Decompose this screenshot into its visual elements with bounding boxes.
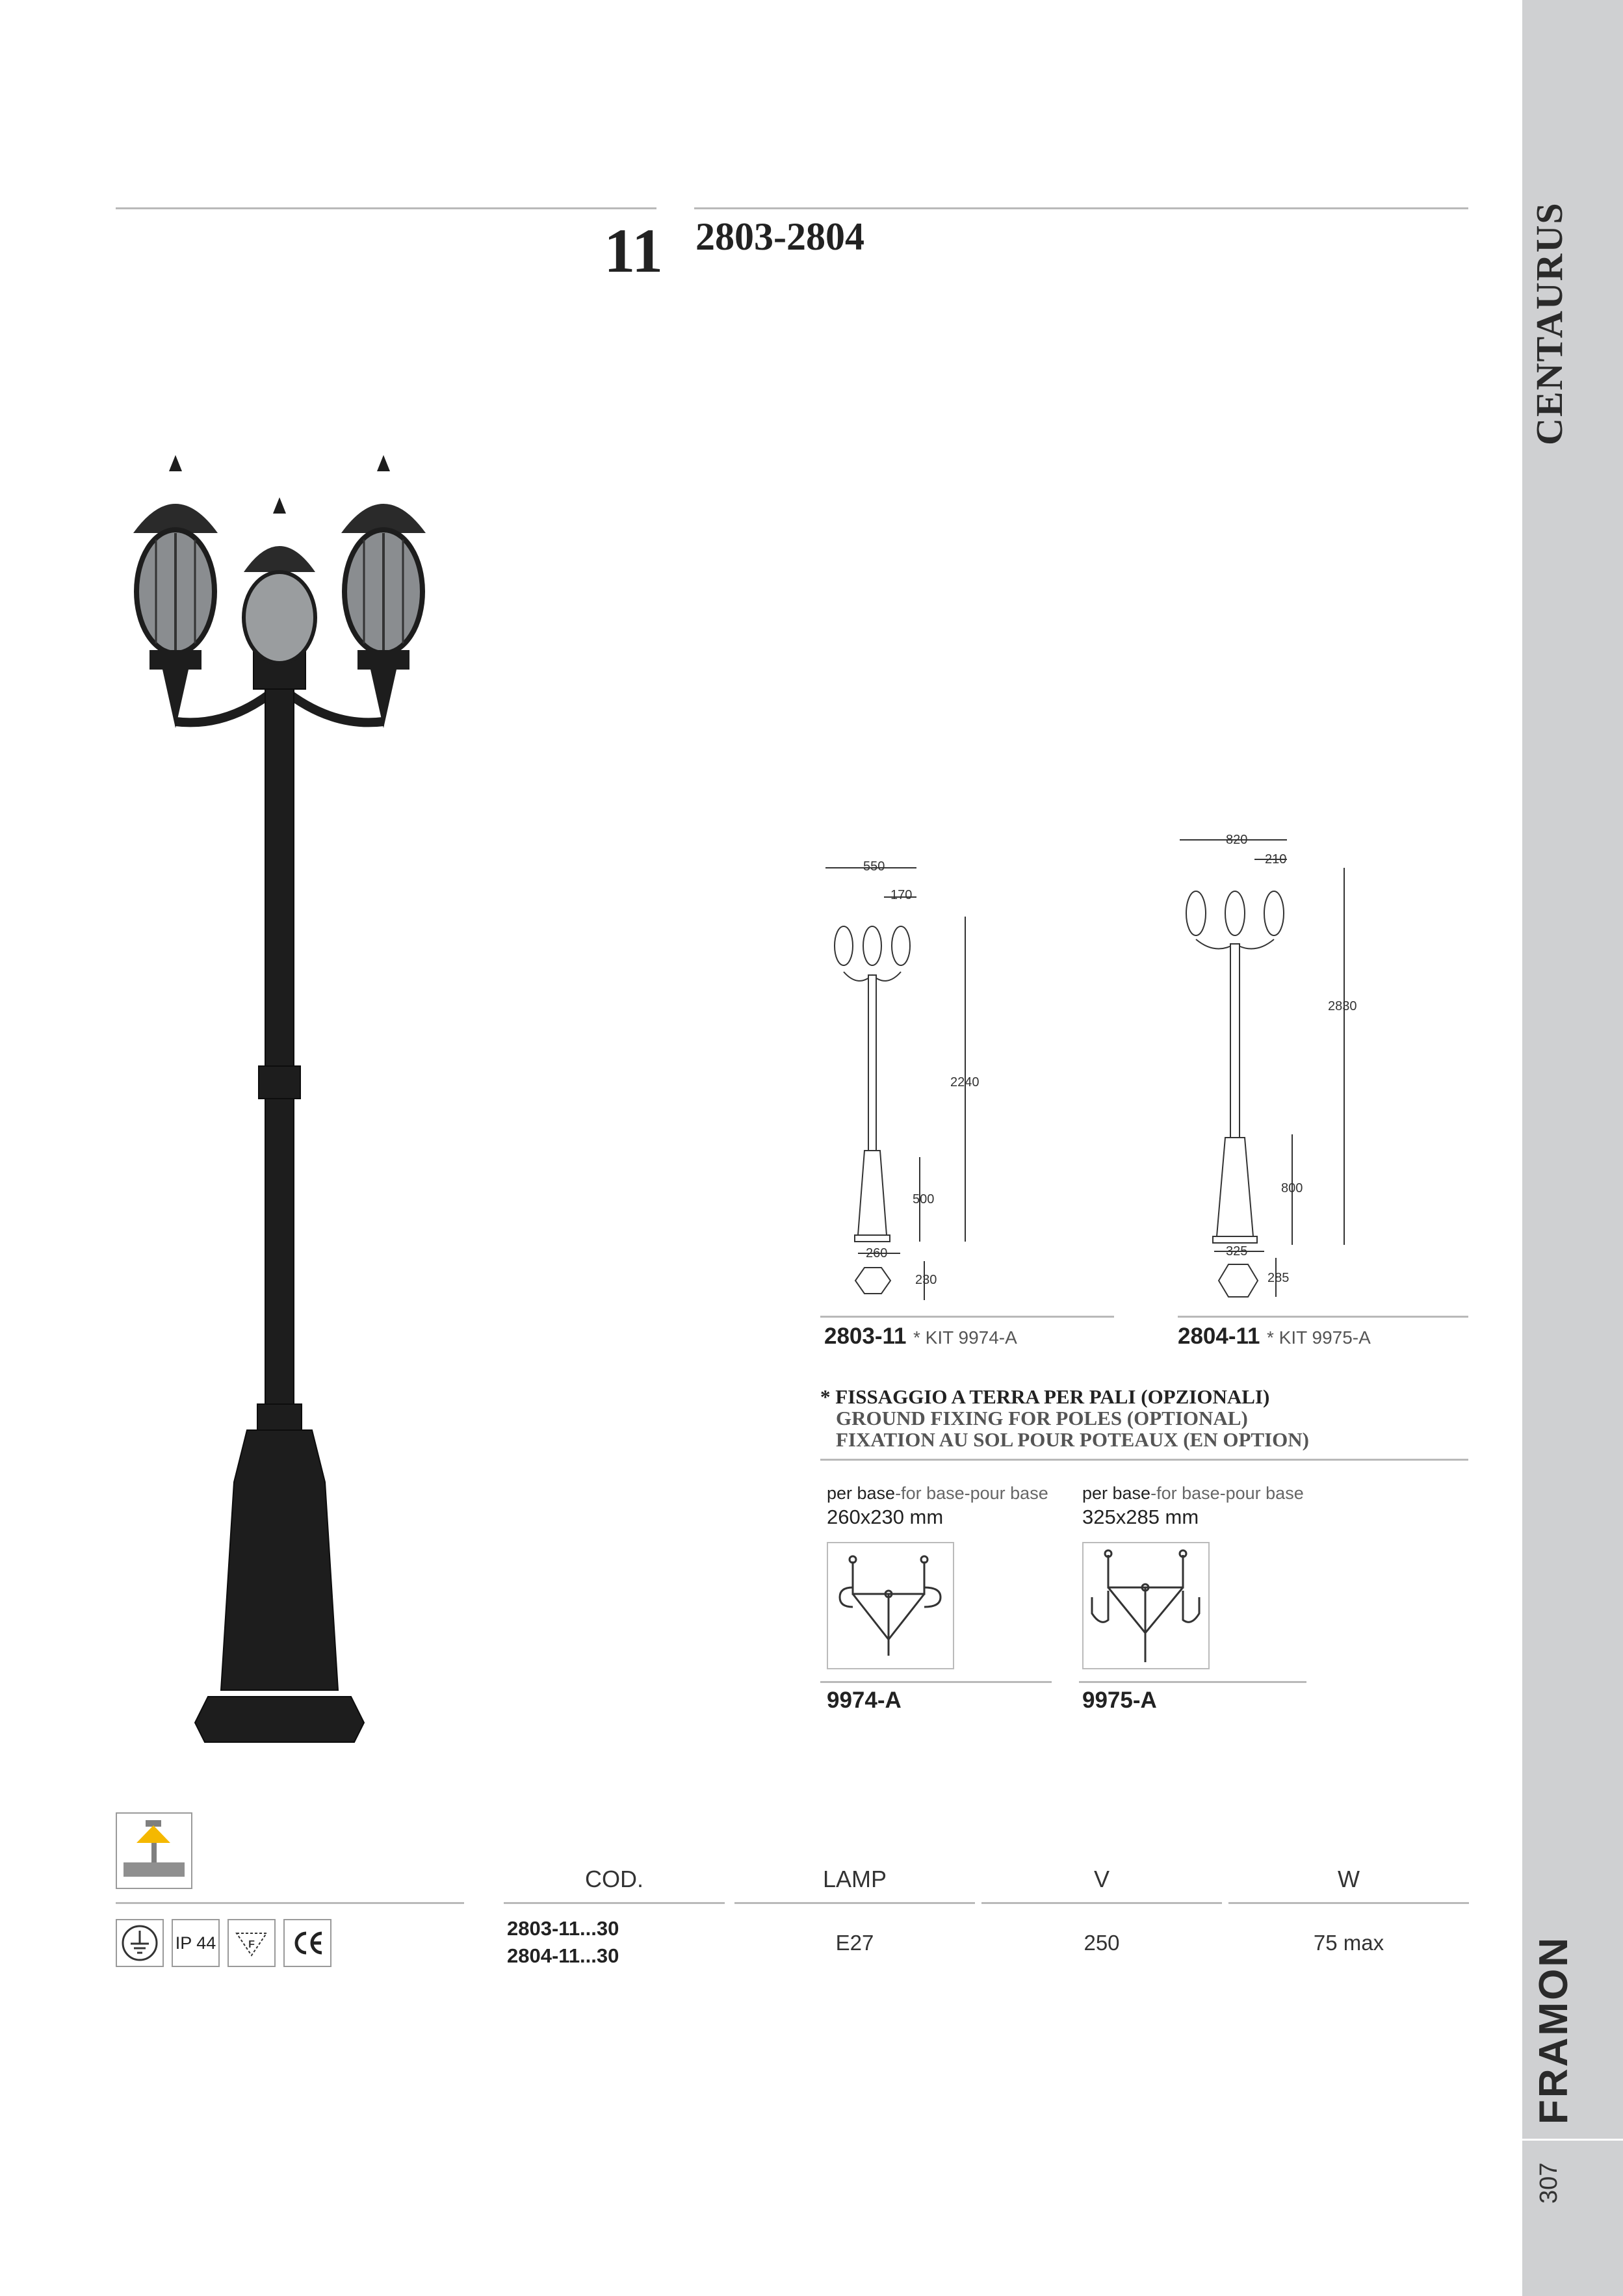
- header-cod: COD.: [585, 1866, 643, 1892]
- dim-width-2803: 550: [863, 859, 885, 874]
- product-photo: [117, 442, 455, 1749]
- kit-9975-code: 9975-A: [1082, 1688, 1157, 1713]
- floor-installation-icon: [116, 1812, 192, 1889]
- dim-base-w-2804: 325: [1226, 1244, 1248, 1259]
- sidebar-divider: [1522, 2139, 1623, 2141]
- lantern-left: [133, 455, 218, 728]
- fixing-line-it: * FISSAGGIO A TERRA PER PALI (OPZIONALI): [820, 1385, 1270, 1408]
- dim-base-height-2803: 500: [913, 1192, 935, 1207]
- code-2804: 2804-11...30: [507, 1944, 619, 1967]
- kit-9975-rule: [1079, 1681, 1306, 1683]
- kit-9974-size: 260x230 mm: [827, 1506, 944, 1528]
- ip44-badge: [172, 1919, 220, 1967]
- header-lamp: LAMP: [822, 1866, 887, 1892]
- volt-value: 250: [1084, 1931, 1120, 1955]
- fixing-note: [820, 1386, 1309, 1450]
- dim-height-2803: 2240: [950, 1075, 980, 1089]
- table-rule-lamp: [734, 1902, 975, 1904]
- kit-label-main: per base: [1082, 1483, 1151, 1503]
- kit-9975-image: [1082, 1542, 1210, 1669]
- drawing-rule-1: [820, 1316, 1114, 1318]
- dim-base-d-2803: 230: [915, 1273, 937, 1287]
- technical-drawing-2804: [1170, 832, 1365, 1307]
- kit-9974-code: 9974-A: [827, 1688, 902, 1713]
- svg-text:F: F: [248, 1939, 255, 1950]
- table-rule-cod: [504, 1902, 725, 1904]
- kit-9975-size: 325x285 mm: [1082, 1506, 1199, 1528]
- lantern-center: [244, 497, 315, 663]
- product-title: 2803-2804: [695, 215, 864, 258]
- dim-base-height-2804: 800: [1281, 1181, 1303, 1195]
- dim-base-w-2803: 260: [866, 1246, 888, 1260]
- ip-rating: IP 44: [175, 1933, 216, 1953]
- dim-base-d-2804: 285: [1267, 1271, 1290, 1285]
- kit-label-rest: -for base-pour base: [895, 1483, 1048, 1503]
- dim-arm-2804: 210: [1265, 852, 1287, 867]
- earth-ground-icon: [116, 1919, 164, 1967]
- page-number: 307: [1535, 2162, 1563, 2204]
- fixing-line-fr: FIXATION AU SOL POUR POTEAUX (EN OPTION): [836, 1428, 1309, 1451]
- code-2803: 2803-11...30: [507, 1917, 619, 1940]
- table-rule-w: [1228, 1902, 1469, 1904]
- kit-9974-rule: [820, 1681, 1052, 1683]
- header-w: W: [1338, 1866, 1360, 1892]
- table-rule-v: [981, 1902, 1222, 1904]
- watt-value: 75 max: [1313, 1931, 1384, 1955]
- kit-9974-image: [827, 1542, 954, 1669]
- f-mark-icon: [227, 1919, 276, 1967]
- kit-label: * KIT 9975-A: [1266, 1327, 1371, 1348]
- lamp-value: E27: [835, 1931, 874, 1955]
- model-code-2803: [824, 1324, 1017, 1350]
- header-rule-right: [694, 207, 1468, 209]
- dim-width-2804: 820: [1226, 833, 1248, 847]
- technical-drawing-2803: [819, 852, 1014, 1307]
- model-code-2804: [1178, 1324, 1371, 1350]
- kit-label-main: per base: [827, 1483, 896, 1503]
- header-rule-left: [116, 207, 656, 209]
- model-code-label: 2803-11: [824, 1324, 907, 1349]
- kit-9974-label: [827, 1483, 1048, 1504]
- kit-label-rest: -for base-pour base: [1150, 1483, 1304, 1503]
- dim-arm-2803: 170: [890, 888, 913, 902]
- fixing-rule: [820, 1459, 1468, 1461]
- icons-rule: [116, 1902, 464, 1904]
- lantern-right: [341, 455, 426, 728]
- dim-height-2804: 2830: [1328, 999, 1357, 1013]
- floor-lamp-symbol-icon: [117, 1814, 191, 1888]
- model-code-label: 2804-11: [1178, 1324, 1260, 1349]
- brand-logo: FRAMON: [1531, 1935, 1576, 2124]
- code-list: [507, 1915, 619, 1970]
- collection-name: CENTAURUS: [1528, 202, 1570, 445]
- ce-mark-icon: [283, 1919, 331, 1967]
- section-number: 11: [604, 216, 663, 285]
- drawing-rule-2: [1178, 1316, 1468, 1318]
- kit-9975-label: [1082, 1483, 1304, 1504]
- header-v: V: [1093, 1866, 1110, 1892]
- fixing-line-en: GROUND FIXING FOR POLES (OPTIONAL): [836, 1407, 1248, 1429]
- kit-label: * KIT 9974-A: [913, 1327, 1017, 1348]
